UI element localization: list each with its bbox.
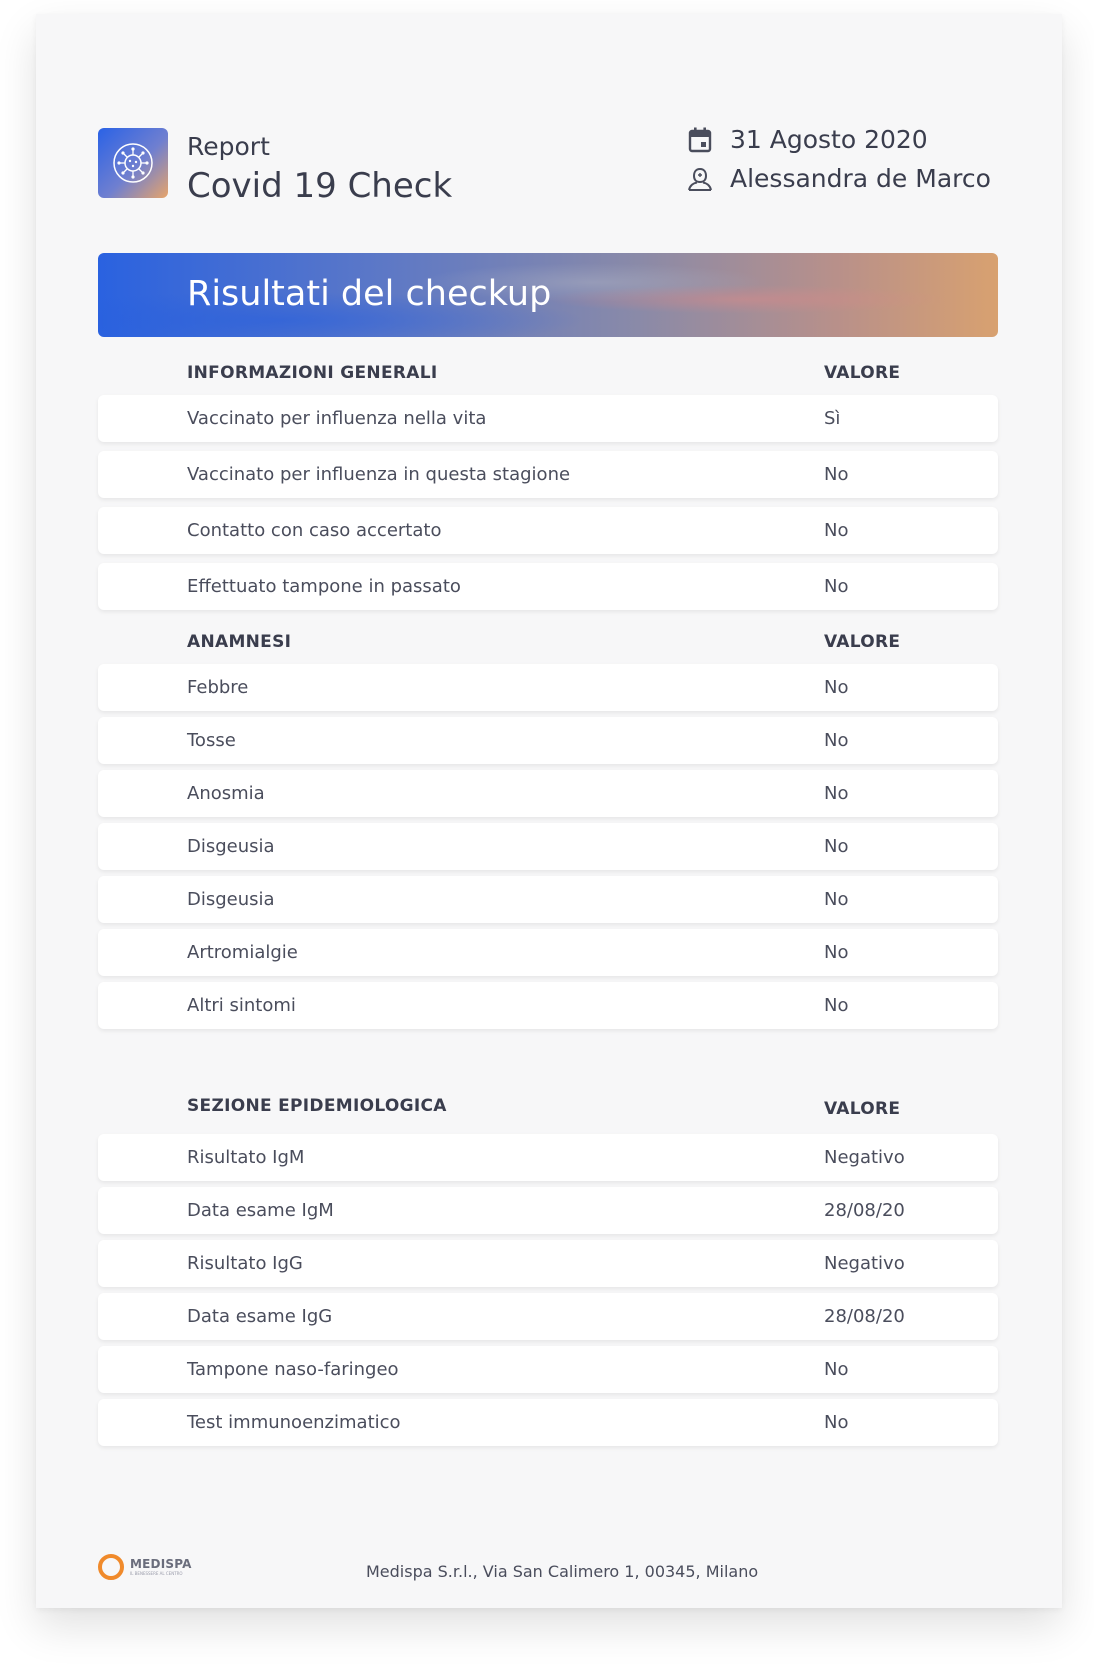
row-label: Tampone naso-faringeo — [187, 1359, 399, 1380]
row-value: No — [824, 889, 849, 910]
section-header — [98, 351, 998, 395]
row-value: No — [824, 677, 849, 698]
section-title: ANAMNESI — [187, 632, 292, 652]
table-row — [98, 1293, 998, 1340]
row-value: No — [824, 1412, 849, 1433]
results-banner — [98, 253, 998, 337]
table-row — [98, 823, 998, 870]
section-title: INFORMAZIONI GENERALI — [187, 363, 438, 383]
row-label: Anosmia — [187, 783, 265, 804]
row-label: Effettuato tampone in passato — [187, 576, 461, 597]
table-row — [98, 507, 998, 554]
table-row — [98, 664, 998, 711]
calendar-icon — [686, 126, 714, 154]
section-header — [98, 1084, 998, 1134]
row-value: No — [824, 783, 849, 804]
row-value: No — [824, 576, 849, 597]
row-label: Contatto con caso accertato — [187, 520, 442, 541]
table-row — [98, 1134, 998, 1181]
row-value: Negativo — [824, 1147, 905, 1168]
patient-name: Alessandra de Marco — [730, 164, 991, 193]
row-value: 28/08/20 — [824, 1306, 905, 1327]
row-label: Disgeusia — [187, 836, 275, 857]
row-value: No — [824, 464, 849, 485]
medispa-logo — [98, 1554, 192, 1580]
row-value: Negativo — [824, 1253, 905, 1274]
row-value: No — [824, 730, 849, 751]
row-label: Disgeusia — [187, 889, 275, 910]
section-general-info — [98, 351, 998, 619]
table-row — [98, 451, 998, 498]
row-value: No — [824, 1359, 849, 1380]
date-row — [686, 125, 928, 154]
user-icon — [686, 165, 714, 193]
row-label: Data esame IgM — [187, 1200, 334, 1221]
row-label: Altri sintomi — [187, 995, 296, 1016]
table-row — [98, 395, 998, 442]
table-row — [98, 1399, 998, 1446]
table-row — [98, 563, 998, 610]
brand-name: MEDISPA — [130, 1557, 192, 1571]
patient-row — [686, 164, 991, 193]
section-epidemiology — [98, 1084, 998, 1452]
table-row — [98, 982, 998, 1029]
table-row — [98, 1240, 998, 1287]
table-row — [98, 1187, 998, 1234]
row-label: Vaccinato per influenza in questa stagione — [187, 464, 571, 485]
row-label: Febbre — [187, 677, 249, 698]
row-label: Risultato IgG — [187, 1253, 303, 1274]
row-value: Sì — [824, 408, 841, 429]
row-value: No — [824, 995, 849, 1016]
row-value: No — [824, 836, 849, 857]
row-value: No — [824, 520, 849, 541]
report-date: 31 Agosto 2020 — [730, 125, 928, 154]
table-row — [98, 1346, 998, 1393]
virus-logo-icon — [98, 128, 168, 198]
row-label: Risultato IgM — [187, 1147, 305, 1168]
brand-tagline: IL BENESSERE AL CENTRO — [130, 1571, 183, 1576]
row-value: No — [824, 942, 849, 963]
row-label: Test immunoenzimatico — [187, 1412, 401, 1433]
logo-ring-icon — [98, 1554, 124, 1580]
section-header — [98, 620, 998, 664]
value-column-header: VALORE — [824, 632, 901, 652]
table-row — [98, 929, 998, 976]
page-title: Covid 19 Check — [187, 166, 453, 206]
section-title: SEZIONE EPIDEMIOLOGICA — [187, 1096, 447, 1116]
row-value: 28/08/20 — [824, 1200, 905, 1221]
row-label: Data esame IgG — [187, 1306, 333, 1327]
footer-address: Medispa S.r.l., Via San Calimero 1, 00345, Milano — [366, 1562, 759, 1581]
banner-title: Risultati del checkup — [187, 274, 552, 314]
report-page — [36, 14, 1062, 1608]
value-column-header: VALORE — [824, 363, 901, 383]
table-row — [98, 770, 998, 817]
table-row — [98, 717, 998, 764]
report-label: Report — [187, 132, 270, 161]
row-label: Artromialgie — [187, 942, 298, 963]
table-row — [98, 876, 998, 923]
section-anamnesis — [98, 620, 998, 1035]
row-label: Tosse — [187, 730, 236, 751]
value-column-header: VALORE — [824, 1099, 901, 1119]
row-label: Vaccinato per influenza nella vita — [187, 408, 487, 429]
